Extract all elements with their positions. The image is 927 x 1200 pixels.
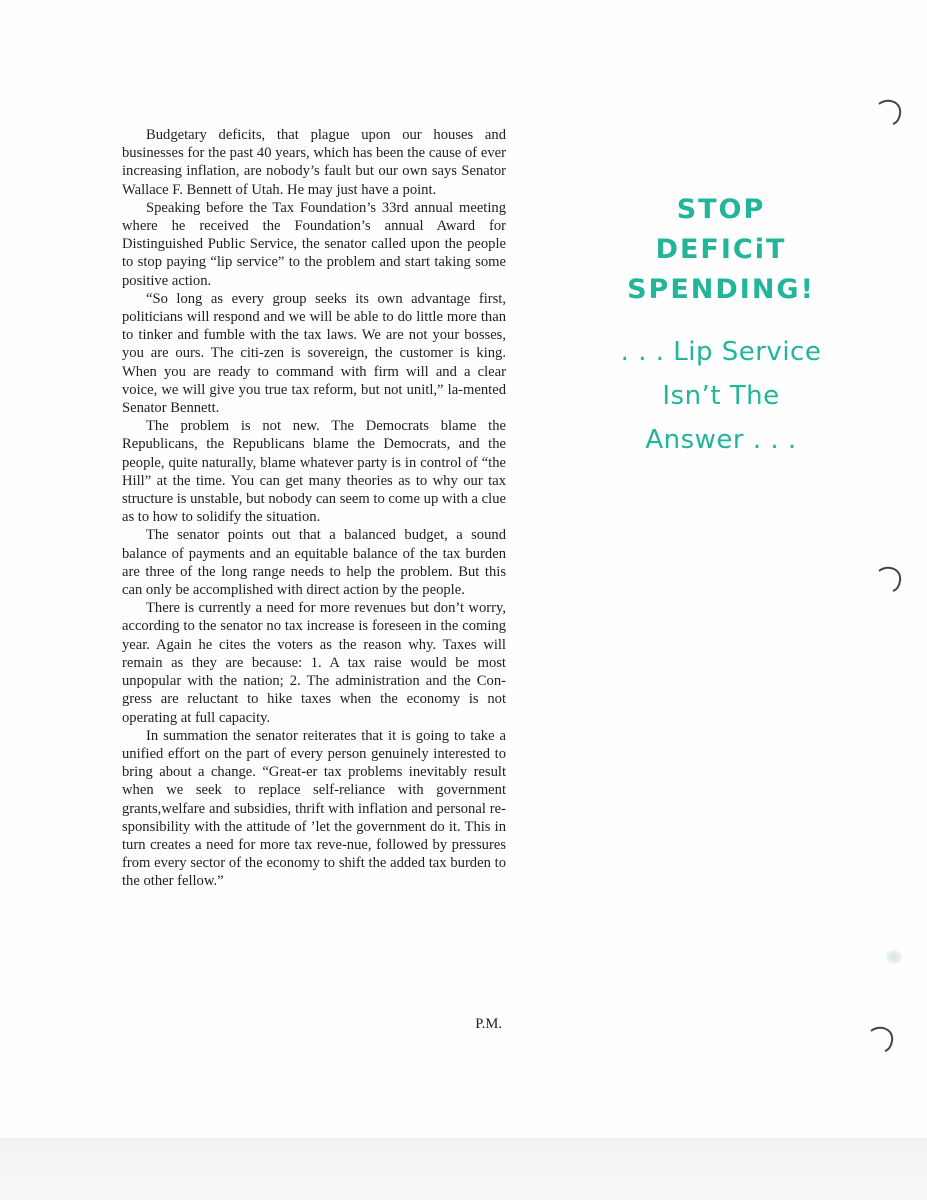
article-paragraph-1: Budgetary deficits, that plague upon our houses and businesses for the past 40 years, which has been the cause of ever increasing inflation, are nobody’s fault but our own says Senator Wallace F. Bennett of Utah. He may just have a point. — [122, 127, 506, 198]
headline-line-3: SPENDING! — [627, 274, 815, 305]
article-paragraph-5: The senator points out that a balanced budget, a sound balance of payments and an equitable balance of the tax burden are three of the long range needs to help the problem. But this can only be accomplished with direct action by the people. — [122, 527, 506, 599]
binder-hole-bottom-icon — [868, 1025, 896, 1053]
headline — [596, 190, 846, 310]
article-paragraph-6: There is currently a need for more revenues but don’t worry, according to the senator no tax increase is foreseen in the coming year. Again he cites the voters as the reason why. Taxes will remain as they are because: 1. A tax raise would be most unpopular with the nation; 2. The administration and the Con-gress are reluctant to hike taxes when the economy is not operating at full capacity. — [122, 600, 506, 726]
subheadline-line-3: Answer . . . — [645, 425, 797, 455]
article-paragraph-3: “So long as every group seeks its own advantage first, politicians will respond and we will be able to do little more than to tinker and fumble with the tax laws. We are not your bosses, you are ours. The citi-zen is sovereign, the customer is king. When you are ready to command with firm will and a clear voice, we will give you true tax reform, but not unitl,” la-mented Senator Bennett. — [122, 290, 506, 417]
paper-smudge — [886, 950, 902, 964]
page-bottom-edge — [0, 1138, 927, 1200]
headline-line-2: DEFICiT — [655, 234, 787, 265]
article-paragraph-2: Speaking before the Tax Foundation’s 33rd annual meeting where he received the Foundation’s annual Award for Distinguished Public Service, the senator called upon the people to stop paying “lip service” to the problem and start taking some positive action. — [122, 199, 506, 289]
author-signature: P.M. — [475, 1016, 502, 1032]
headline-line-1: STOP — [676, 194, 766, 225]
subheadline-line-1: . . . Lip Service — [620, 337, 822, 367]
subheadline — [590, 330, 852, 462]
article-paragraph-4: The problem is not new. The Democrats blame the Republicans, the Republicans blame the Democrats, and the people, quite naturally, blame whatever party is in control of “the Hill” at the time. You can get many theories as to why our tax structure is unstable, but nobody can seem to come up with a clue as to how to solidify the situation. — [122, 418, 506, 526]
binder-hole-top-icon — [876, 98, 904, 126]
article-paragraph-7: In summation the senator reiterates that it is going to take a unified effort on the part of every person genuinely interested to bring about a change. “Great-er tax problems inevitably result when we seek to replace self-reliance with government grants,welfare and subsidies, thrift with inflation and personal re-sponsibility with the attitude of ’let the government do it. This in turn creates a need for more tax reve-nue, followed by pressures from every sector of the economy to shift the added tax burden to the other fellow.” — [122, 727, 506, 890]
subheadline-line-2: Isn’t The — [662, 381, 780, 411]
binder-hole-middle-icon — [876, 565, 904, 593]
article-body — [122, 126, 506, 891]
